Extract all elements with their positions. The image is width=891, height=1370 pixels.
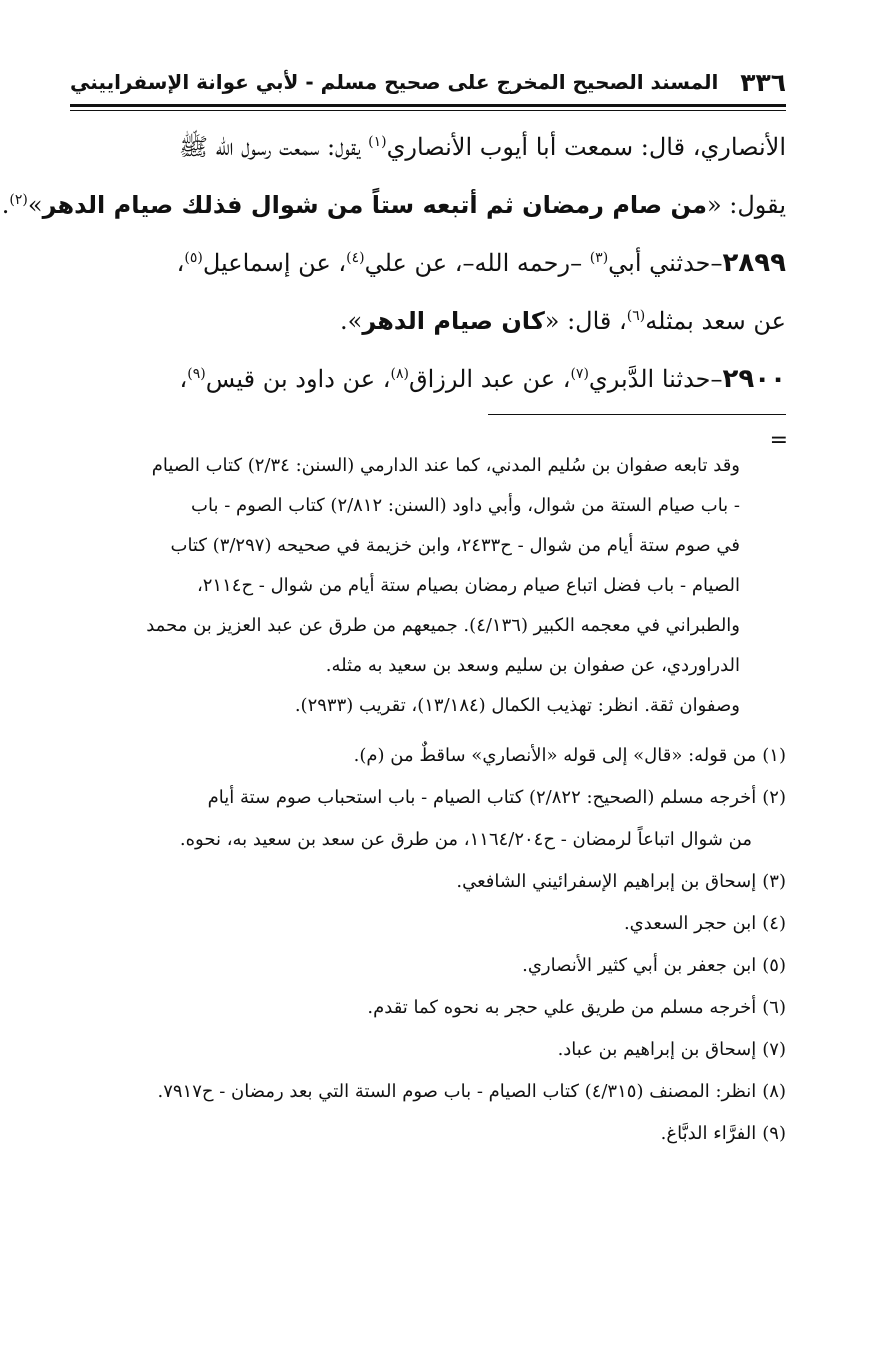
- footnote-text: من قوله: «قال» إلى قوله «الأنصاري» ساقطٌ من (م).: [353, 745, 757, 766]
- footnote-text: من شوال اتباعاً لرمضان - ح١١٦٤/٢٠٤، من طرق عن سعد بن سعيد به، نحوه.: [179, 829, 752, 850]
- footnote-4: [70, 903, 786, 945]
- footnote-number: (٨): [762, 1081, 786, 1102]
- continued-footnote: [70, 446, 740, 726]
- footnote-line: الدراوردي، عن صفوان بن سليم وسعد بن سعيد به مثله.: [325, 655, 740, 676]
- footnote-5: [70, 945, 786, 987]
- hadith-number: ٢٩٠٠: [722, 364, 786, 394]
- footnote-ref: (٢): [9, 192, 28, 208]
- text-run: عن سعد بمثله: [645, 307, 786, 335]
- footnote-text: أخرجه مسلم (الصحيح: ٢/٨٢٢) كتاب الصيام - باب استحباب صوم ستة أيام: [207, 787, 757, 808]
- text-run: –حدثني أبي: [608, 249, 723, 277]
- header-rule-thick: [70, 104, 786, 107]
- continuation-mark: =: [769, 428, 788, 453]
- footnote-number: (٣): [762, 871, 786, 892]
- footnote-ref: (٧): [570, 366, 589, 382]
- text-run: ، عن داود بن قيس: [205, 365, 391, 393]
- book-title: المسند الصحيح المخرج على صحيح مسلم - لأبي عوانة الإسفراييني: [70, 70, 719, 94]
- text-run: ،: [179, 365, 188, 393]
- main-line-4: [70, 292, 786, 350]
- text-run: –حدثنا الدَّبري: [588, 365, 723, 393]
- footnote-ref: (٩): [187, 366, 206, 382]
- footnote-line: والطبراني في معجمه الكبير (٤/١٣٦). جميعهم من طرق عن عبد العزيز بن محمد: [146, 615, 740, 636]
- footnote-text: إسحاق بن إبراهيم بن عباد.: [557, 1039, 757, 1060]
- text-run: ،: [176, 249, 185, 277]
- footnote-ref: (٨): [390, 366, 409, 382]
- footnote-text: ابن جعفر بن أبي كثير الأنصاري.: [522, 955, 757, 976]
- footnote-1: [70, 735, 786, 777]
- footnote-line: الصيام - باب فضل اتباع صيام رمضان بصيام ستة أيام من شوال - ح٢١١٤،: [196, 575, 740, 596]
- main-line-2: [1, 176, 786, 234]
- footnote-9: [70, 1113, 786, 1155]
- main-line-5: [70, 350, 786, 408]
- footnote-number: (٩): [762, 1123, 786, 1144]
- text-run: –رحمه الله–، عن علي: [364, 249, 590, 277]
- text-run: الأنصاري، قال: سمعت أبا أيوب الأنصاري: [386, 133, 786, 161]
- footnote-ref: (٥): [184, 250, 203, 266]
- text-run: يقول: «: [706, 191, 786, 219]
- footnote-ref: (١): [368, 134, 387, 150]
- footnote-2: [70, 777, 786, 819]
- footnote-text: الفرَّاء الدبَّاغ.: [660, 1123, 757, 1144]
- footnote-line: - باب صيام الستة من شوال، وأبي داود (السنن: ٢/٨١٢) كتاب الصوم - باب: [191, 495, 740, 516]
- text-run: يقول: سمعت رسول الله ﷺ: [179, 133, 369, 161]
- main-line-1: [70, 118, 786, 176]
- running-header: [70, 62, 786, 102]
- footnote-2-continued: [70, 819, 786, 861]
- text-run: ».: [340, 307, 363, 335]
- page-number: ٣٣٦: [740, 67, 786, 97]
- footnote-7: [70, 1029, 786, 1071]
- footnote-line: في صوم ستة أيام من شوال - ح٢٤٣٣، وابن خزيمة في صحيحه (٣/٢٩٧) كتاب: [170, 535, 740, 556]
- footnote-ref: (٤): [346, 250, 365, 266]
- footnote-ref: (٣): [589, 250, 609, 266]
- text-run: ، قال: «: [544, 307, 627, 335]
- text-run: ، عن إسماعيل: [202, 249, 347, 277]
- footnote-separator: [488, 414, 786, 415]
- hadith-quote: من صام رمضان ثم أتبعه ستاً من شوال فذلك صيام الدهر: [42, 191, 707, 219]
- footnote-text: ابن حجر السعدي.: [623, 913, 757, 934]
- hadith-quote: كان صيام الدهر: [362, 307, 545, 335]
- footnote-number: (٢): [762, 787, 786, 808]
- footnote-number: (٦): [762, 997, 786, 1018]
- footnote-line: وصفوان ثقة. انظر: تهذيب الكمال (١٣/١٨٤)، تقريب (٢٩٣٣).: [294, 695, 740, 716]
- footnote-text: انظر: المصنف (٤/٣١٥) كتاب الصيام - باب صوم الستة التي بعد رمضان - ح٧٩١٧.: [157, 1081, 757, 1102]
- main-text: [1, 118, 786, 408]
- footnote-number: (٥): [762, 955, 786, 976]
- hadith-number: ٢٨٩٩: [722, 248, 786, 278]
- footnote-number: (٧): [762, 1039, 786, 1060]
- text-run: .: [1, 191, 10, 219]
- footnote-text: أخرجه مسلم من طريق علي حجر به نحوه كما تقدم.: [367, 997, 757, 1018]
- footnote-number: (٤): [762, 913, 786, 934]
- footnote-text: إسحاق بن إبراهيم الإسفرائيني الشافعي.: [456, 871, 757, 892]
- footnote-line: وقد تابعه صفوان بن سُليم المدني، كما عند الدارمي (السنن: ٢/٣٤) كتاب الصيام: [151, 455, 740, 476]
- footnote-number: (١): [762, 745, 786, 766]
- header-rule-thin: [70, 110, 786, 111]
- footnote-3: [70, 861, 786, 903]
- text-run: ، عن عبد الرزاق: [408, 365, 571, 393]
- main-line-3: [70, 234, 786, 292]
- footnote-ref: (٦): [626, 308, 646, 324]
- footnote-8: [70, 1071, 786, 1113]
- footnote-6: [70, 987, 786, 1029]
- footnotes-list: [70, 735, 786, 1155]
- text-run: »: [27, 191, 43, 219]
